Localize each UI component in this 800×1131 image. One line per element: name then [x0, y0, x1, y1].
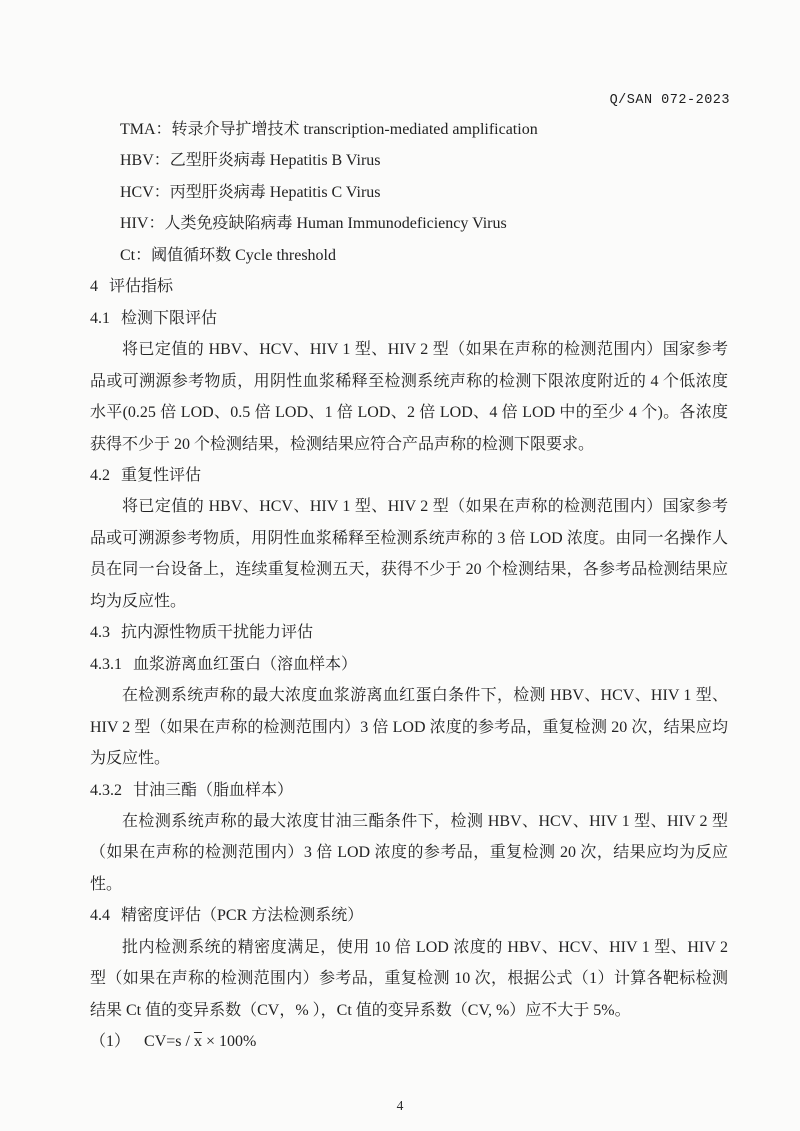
section-title: 血浆游离血红蛋白（溶血样本） — [133, 655, 358, 673]
section-number: 4 — [90, 278, 98, 296]
formula-expression-pre: CV=s / — [144, 1033, 194, 1051]
definition-tma: TMA：转录介导扩增技术 transcription-mediated amplification — [120, 121, 538, 138]
section-heading-4-3-2 — [90, 775, 728, 806]
formula-expression — [144, 1033, 256, 1050]
section-number: 4.4 — [90, 907, 110, 925]
section-title: 重复性评估 — [121, 466, 202, 484]
paragraph-4-3-1: 在检测系统声称的最大浓度血浆游离血红蛋白条件下，检测 HBV、HCV、HIV 1 型、HIV 2 型（如果在声称的检测范围内）3 倍 LOD 浓度的参考品，重复检测 20 次，结果应均为反应性。 — [90, 687, 728, 768]
section-heading-4-3-1 — [90, 649, 728, 680]
section-title: 抗内源性物质干扰能力评估 — [121, 624, 314, 642]
document-body — [90, 114, 728, 1058]
section-heading-4-4 — [90, 900, 728, 931]
section-number: 4.2 — [90, 466, 110, 484]
section-title: 甘油三酯（脂血样本） — [133, 781, 294, 799]
paragraph-4-2: 将已定值的 HBV、HCV、HIV 1 型、HIV 2 型（如果在声称的检测范围内）国家参考品或可溯源参考物质，用阴性血浆稀释至检测系统声称的 3 倍 LOD 浓度。由同一名操作人员在同一台设备上，连续重复检测五天，获得不少于 20 个检测结果，各参考品检测结果应均为反应性。 — [90, 498, 728, 610]
section-number: 4.3.2 — [90, 781, 122, 799]
formula-xbar-variable: $\overline{x}$ — [193, 1033, 202, 1051]
section-title: 精密度评估（PCR 方法检测系统） — [121, 907, 364, 925]
section-number: 4.3 — [90, 624, 110, 642]
definition-hiv: HIV：人类免疫缺陷病毒 Human Immunodeficiency Virus — [120, 215, 507, 233]
section-title: 评估指标 — [109, 278, 174, 296]
paragraph-4-3-2: 在检测系统声称的最大浓度甘油三酯条件下，检测 HBV、HCV、HIV 1 型、HIV 2 型（如果在声称的检测范围内）3 倍 LOD 浓度的参考品，重复检测 20 次，结果应均为反应性。 — [90, 812, 728, 893]
formula-cv — [90, 1026, 728, 1057]
document-code-header: Q/SAN 072-2023 — [609, 93, 730, 108]
paragraph-4-1: 将已定值的 HBV、HCV、HIV 1 型、HIV 2 型（如果在声称的检测范围内）国家参考品或可溯源参考物质，用阴性血浆稀释至检测系统声称的检测下限浓度附近的 4 个低浓度水平(0.25 倍 LOD、0.5 倍 LOD、1 倍 LOD、2 倍 LOD、4 倍 LOD 中的至少 4 个)。各浓度获得不少于 20 个检测结果，检测结果应符合产品声称的检测下限要求。 — [90, 341, 728, 453]
page-number: 4 — [396, 1098, 404, 1113]
definition-hcv: HCV：丙型肝炎病毒 Hepatitis C Virus — [120, 183, 381, 201]
section-heading-4 — [90, 271, 728, 302]
section-heading-4-1 — [90, 303, 728, 334]
paragraph-4-4: 批内检测系统的精密度满足，使用 10 倍 LOD 浓度的 HBV、HCV、HIV 1 型、HIV 2 型（如果在声称的检测范围内）参考品，重复检测 10 次，根据公式（1）计算各靶标检测结果 Ct 值的变异系数（CV，% ），Ct 值的变异系数（CV, %）应不大于 5%。 — [90, 938, 728, 1019]
formula-label: （1） — [90, 1033, 131, 1051]
section-heading-4-2 — [90, 460, 728, 491]
section-number: 4.3.1 — [90, 655, 122, 673]
formula-expression-post: × 100% — [201, 1033, 257, 1051]
section-heading-4-3 — [90, 617, 728, 648]
definition-ct: Ct：阈值循环数 Cycle threshold — [120, 246, 336, 264]
section-title: 检测下限评估 — [121, 309, 218, 327]
section-number: 4.1 — [90, 309, 110, 327]
definition-hbv: HBV：乙型肝炎病毒 Hepatitis B Virus — [120, 152, 381, 170]
